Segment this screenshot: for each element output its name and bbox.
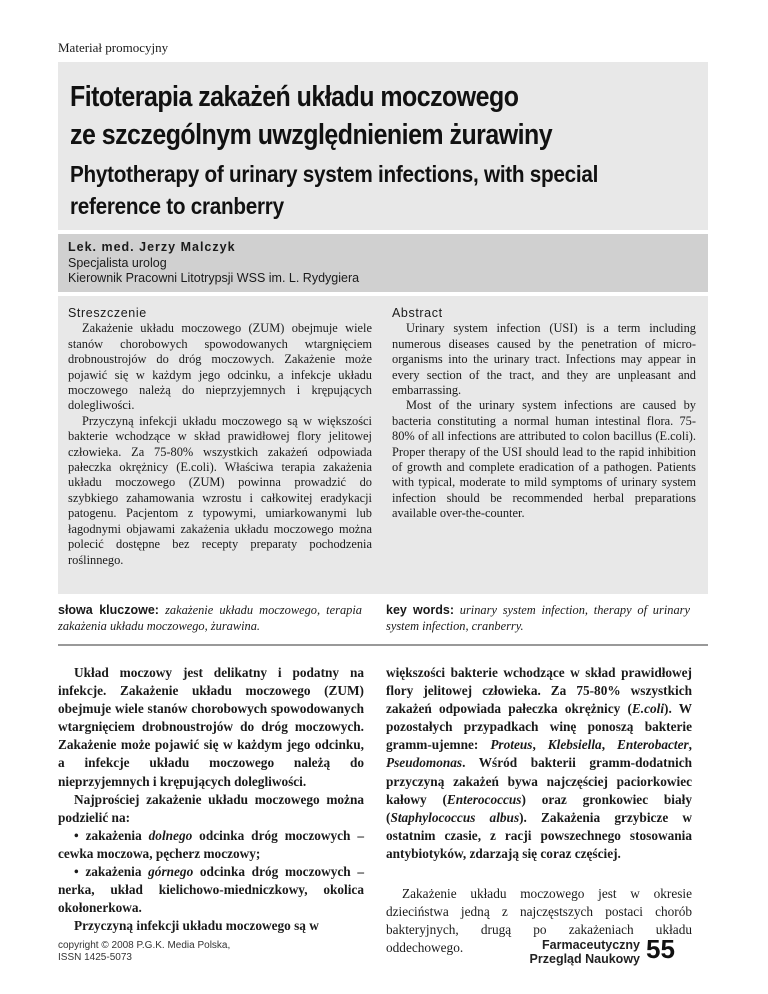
- body-column-left: [58, 664, 364, 935]
- body-paragraph: [386, 664, 692, 863]
- issn-line: ISSN 1425-5073: [58, 952, 132, 963]
- author-role: Specjalista urolog: [68, 255, 167, 270]
- body-text: ,: [688, 737, 692, 753]
- body-bullet-lower: [58, 827, 364, 863]
- abstract-pl-p1: Zakażenie układu moczowego (ZUM) obejmuje wiele stanów chorobowych spowodowanych wtargnięciem drobnoustrojów do dróg moczowych. Zakażenie może pojawić się w każdym jego odcinku, a infekcje układu moczowego należą do nieprzyjemnych i krępujących dolegliwości.: [68, 321, 372, 413]
- keywords-en-label: key words:: [386, 603, 454, 617]
- title-pl-line2: ze szczególnym uwzględnieniem żurawiny: [70, 119, 553, 151]
- paragraph-spacer: [386, 863, 692, 885]
- section-divider: [58, 644, 708, 646]
- abstract-en-p2: Most of the urinary system infections are caused by bacteria constituting a normal human intestinal flora. 75-80% of all infections are attributed to colon bacillus (E.coli). Proper therapy of the USI should lead to the rapid inhibition of growth and complete eradication of a pathogen. Patients with typical, moderate to mild symptoms of urinary system infection should be recommended herbal preparations available over-the-counter.: [392, 398, 696, 521]
- body-paragraph: Zakażenie układu moczowego jest w okresie dzieciństwa jedną z najczęstszych postaci chorób bakteryjnych, drugą po zakażeniach układu oddechowego.: [386, 886, 692, 956]
- page-number: 55: [646, 934, 675, 964]
- abstract-pl-p2: Przyczyną infekcji układu moczowego są w większości bakterie wchodzące w skład prawidłowej flory jelitowej człowieka. Za 75-80% wszystkich zakażeń odpowiada pałeczka okrężnicy (E.coli). Właściwa terapia zakażenia układu moczowego (ZUM) powinna prowadzić do szybkiego zahamowania wzrostu i całkowitej eradykacji patogenu. Pacjentom z typowymi, umiarkowanymi lub łagodnymi objawami zakażenia układu moczowego można polecić dostępne bez recepty preparaty pochodzenia roślinnego.: [68, 413, 372, 567]
- title-block: [58, 62, 708, 230]
- title-en-line2: reference to cranberry: [70, 193, 284, 219]
- species-name: Staphylococcus albus: [390, 809, 520, 825]
- body-paragraph: Układ moczowy jest delikatny i podatny na infekcje. Zakażenie układu moczowego (ZUM) obejmuje wiele stanów chorobowych spowodowanych wtargnięciem drobnoustrojów do dróg moczowych. Zakażenie może pojawić się w każdym jego odcinku, a infekcje układu moczowego należą do nieprzyjemnych i krępujących dolegliwości.: [58, 665, 364, 789]
- keywords-pl-label: słowa kluczowe:: [58, 603, 159, 617]
- body-column-right: [386, 664, 692, 957]
- title-en-line1: Phytotherapy of urinary system infections, with special: [70, 161, 599, 187]
- species-name: Proteus: [490, 737, 533, 753]
- author-name: Lek. med. Jerzy Malczyk: [68, 240, 236, 254]
- bullet-text: • zakażenia: [74, 864, 149, 880]
- body-text: ,: [601, 737, 618, 753]
- promo-label: Materiał promocyjny: [58, 40, 169, 55]
- bullet-emphasis: dolnego: [148, 827, 193, 843]
- body-text: ). W pozostałych przypadkach winę ponoszą bakterie gramm-ujemne:: [386, 701, 692, 753]
- species-name: Klebsiella: [547, 737, 602, 753]
- copyright-line: copyright © 2008 P.G.K. Media Polska,: [58, 940, 231, 951]
- species-name: E.coli: [631, 701, 665, 717]
- species-name: Pseudomonas: [386, 755, 463, 771]
- journal-name-line1: Farmaceutyczny: [542, 938, 640, 952]
- copyright-notice: [58, 940, 230, 964]
- bullet-emphasis: górnego: [148, 864, 194, 880]
- keywords-en-text: urinary system infection, therapy of urinary system infection, cranberry.: [386, 603, 690, 633]
- author-affiliation: Kierownik Pracowni Litotrypsji WSS im. L. Rydygiera: [68, 271, 360, 285]
- bullet-text: odcinka dróg moczowych – nerka, układ kielichowo-miedniczkowy, okolica okołonerkowa.: [58, 864, 364, 916]
- keywords-en: [386, 602, 690, 634]
- body-bullet-upper: [58, 863, 364, 917]
- body-text: większości bakterie wchodzące w skład prawidłowej flory jelitowej człowieka. Za 75-80% wszystkich zakażeń odpowiada pałeczka okrężnicy (: [386, 665, 692, 717]
- species-name: Enterococcus: [446, 791, 522, 807]
- abstract-en-heading: Abstract: [392, 306, 443, 320]
- abstract-pl-heading: Streszczenie: [68, 306, 147, 320]
- abstract-box: [58, 296, 708, 594]
- body-text: ). Zakażenia grzybicze w ostatnim czasie, z racji powszechnego stosowania antybiotyków, zdarzają się coraz częściej.: [386, 809, 692, 861]
- abstract-pl: [68, 306, 372, 568]
- author-block: [58, 234, 708, 292]
- species-name: Enterobacter: [617, 737, 689, 753]
- body-paragraph: Przyczyną infekcji układu moczowego są w: [74, 918, 319, 934]
- journal-name-line2: Przegląd Naukowy: [529, 952, 640, 966]
- body-text: ,: [532, 737, 548, 753]
- body-text: . Wśród bakterii gramm-dodatnich przyczyną zakażeń bywa najczęściej paciorkowiec kałowy (: [386, 755, 692, 807]
- body-text: ) oraz gronkowiec biały (: [386, 791, 692, 825]
- bullet-text: odcinka dróg moczowych – cewka moczowa, pęcherz moczowy;: [58, 827, 364, 861]
- journal-name: [510, 938, 640, 966]
- keywords-pl-text: zakażenie układu moczowego, terapia zakażenia układu moczowego, żurawina.: [58, 603, 362, 633]
- bullet-text: • zakażenia: [74, 827, 149, 843]
- keywords-pl: [58, 602, 362, 634]
- title-pl-line1: Fitoterapia zakażeń układu moczowego: [70, 81, 519, 113]
- body-paragraph: Najprościej zakażenie układu moczowego można podzielić na:: [58, 791, 364, 825]
- abstract-en-p1: Urinary system infection (USI) is a term including numerous diseases caused by the penetration of micro-organisms into the urinary tract. Infections may appear in every section of the tract, and they are unpleasant and embarrassing.: [392, 321, 696, 398]
- abstract-en: [392, 306, 696, 522]
